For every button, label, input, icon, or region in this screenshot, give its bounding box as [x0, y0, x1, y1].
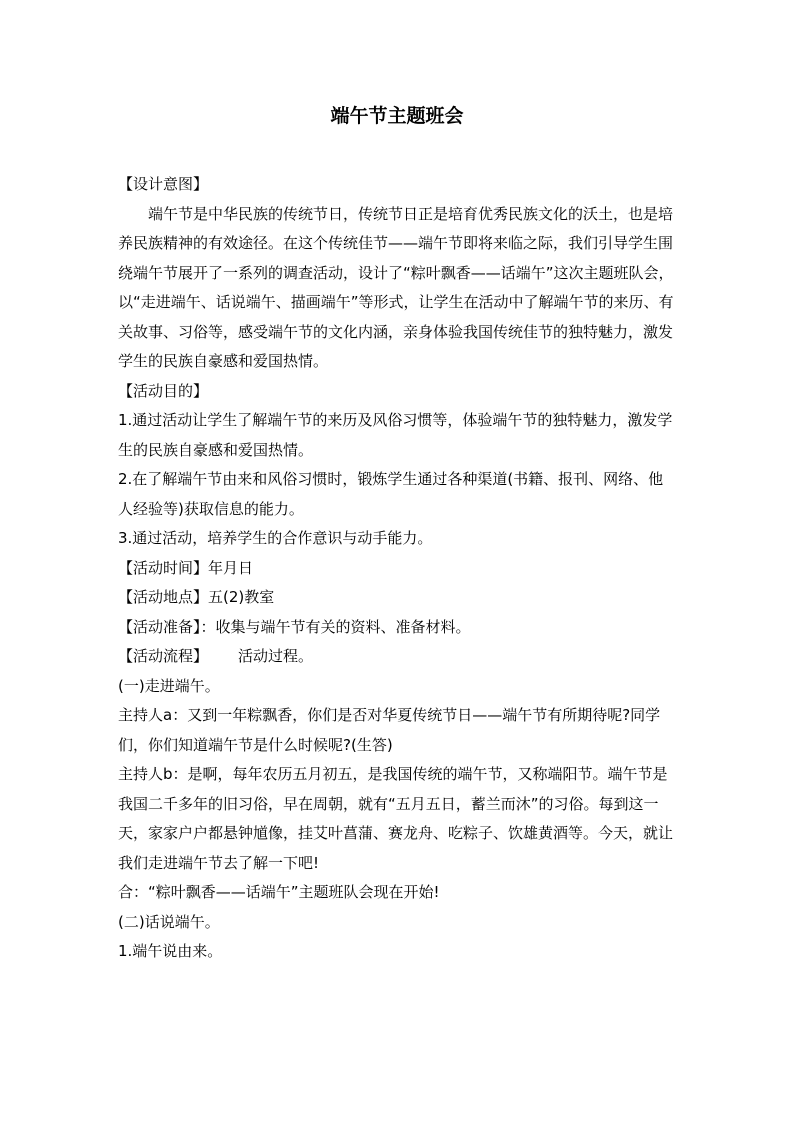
document-body: [118, 170, 678, 967]
page-title: 端午节主题班会: [330, 105, 464, 127]
activity-preparation: 【活动准备】：收集与端午节有关的资料、准备材料。: [118, 617, 471, 636]
host-b-speech: 主持人b：是啊，每年农历五月初五，是我国传统的端午节，又称端阳节。端午节是我国二千多年的旧习俗，早在周朝，就有“五月五日，蓄兰而沐”的习俗。每到这一天，家家户户都悬钟馗像，挂艾叶菖蒲、赛龙舟、吃粽子、饮雄黄酒等。今天，就让我们走进端午节去了解一下吧!: [118, 765, 674, 872]
part-heading-2: (二)话说端午。: [118, 912, 220, 931]
together-speech: 合：“粽叶飘香——话端午”主题班队会现在开始!: [118, 883, 440, 901]
section-heading-flow: 【活动流程】: [118, 647, 209, 665]
activity-time: 【活动时间】年月日: [118, 558, 254, 577]
goal-item-2: 2.在了解端午节由来和风俗习惯时，锻炼学生通过各种渠道(书籍、报刊、网络、他人经验等)获取信息的能力。: [118, 470, 664, 518]
activity-flow-line: [118, 642, 678, 672]
section-heading-design-intent: 【设计意图】: [118, 175, 209, 193]
paragraph-design-intent: 端午节是中华民族的传统节日，传统节日正是培育优秀民族文化的沃土，也是培养民族精神的有效途径。在这个传统佳节——端午节即将来临之际，我们引导学生围绕端午节展开了一系列的调查活动，设计了“粽叶飘香——话端午”这次主题班队会，以“走进端午、话说端午、描画端午”等形式，让学生在活动中了解端午节的来历、有关故事、习俗等，感受端午节的文化内涵，亲身体验我国传统佳节的独特魅力，激发学生的民族自豪感和爱国热情。: [118, 204, 674, 370]
sub-item-origin: 1.端午说由来。: [118, 942, 223, 960]
activity-location: 【活动地点】五(2)教室: [118, 588, 275, 606]
host-a-speech: 主持人a：又到一年粽飘香，你们是否对华夏传统节日——端午节有所期待呢?同学们，你们知道端午节是什么时候呢?(生答): [118, 706, 661, 754]
part-heading-1: (一)走进端午。: [118, 676, 220, 695]
goal-item-1: 1.通过活动让学生了解端午节的来历及风俗习惯等，体验端午节的独特魅力，激发学生的民族自豪感和爱国热情。: [118, 411, 673, 459]
section-heading-goals: 【活动目的】: [118, 381, 209, 400]
activity-process: 活动过程。: [238, 647, 314, 665]
goal-item-3: 3.通过活动，培养学生的合作意识与动手能力。: [118, 529, 433, 547]
